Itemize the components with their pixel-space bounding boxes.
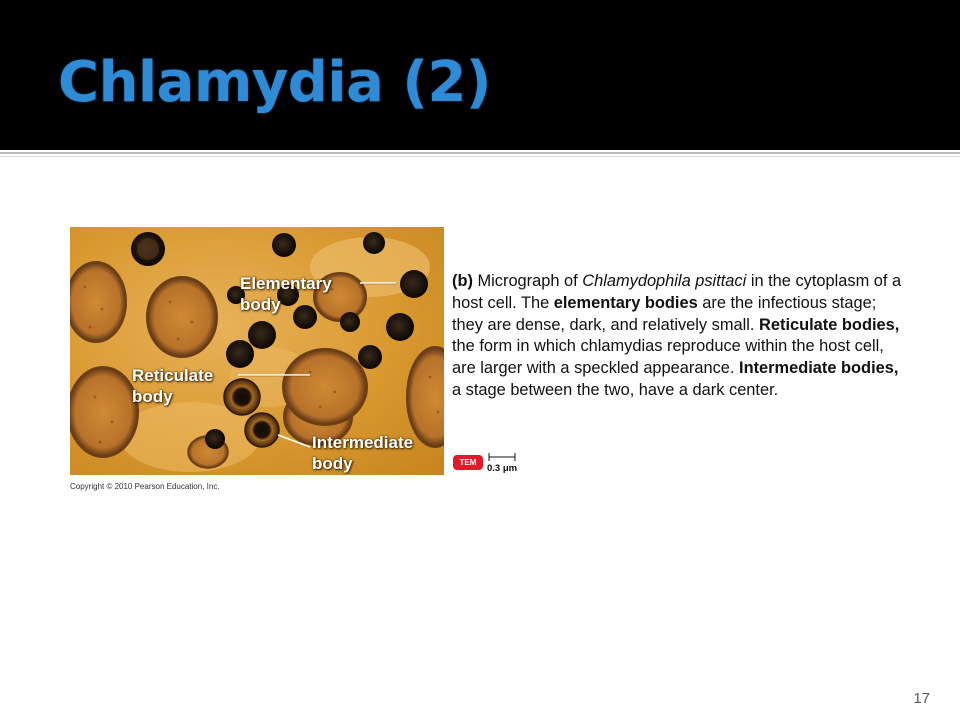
tem-badge: TEM: [453, 455, 483, 470]
divider-line: [0, 152, 960, 154]
caption-term-reticulate: Reticulate bodies,: [759, 315, 900, 334]
scale-bar-icon: [487, 452, 517, 462]
caption-text-4: the form in which chlamydias reproduce within the host cell, are larger with a speckled appearance.: [452, 337, 884, 378]
micrograph-figure: [70, 227, 444, 475]
caption-text-5: a stage between the two, have a dark center.: [452, 380, 779, 399]
label-intermediate-body: Intermediate body: [312, 433, 414, 473]
caption-text-3: are the infectious stage; they are dense, dark, and relatively small.: [452, 293, 877, 334]
label-elementary-body: Elementary body: [240, 274, 332, 314]
figure-caption: [452, 271, 902, 402]
slide-title: Chlamydia (2): [58, 50, 492, 115]
scale-label: 0.3 μm: [487, 463, 518, 474]
caption-text-2: in the cytoplasm of a host cell. The: [452, 272, 902, 312]
caption-text-1: Micrograph of: [472, 272, 583, 290]
caption-species: Chlamydophila psittaci: [582, 272, 747, 290]
slide-number: 17: [913, 690, 930, 707]
divider-line-thin: [0, 156, 960, 157]
copyright-notice: Copyright © 2010 Pearson Education, Inc.: [70, 482, 220, 491]
caption-term-intermediate: Intermediate bodies,: [739, 359, 899, 378]
label-reticulate-body: Reticulate body: [132, 366, 214, 406]
title-bar: [0, 0, 960, 150]
caption-term-elementary: elementary bodies: [553, 293, 698, 312]
caption-part-label: (b): [452, 272, 473, 290]
